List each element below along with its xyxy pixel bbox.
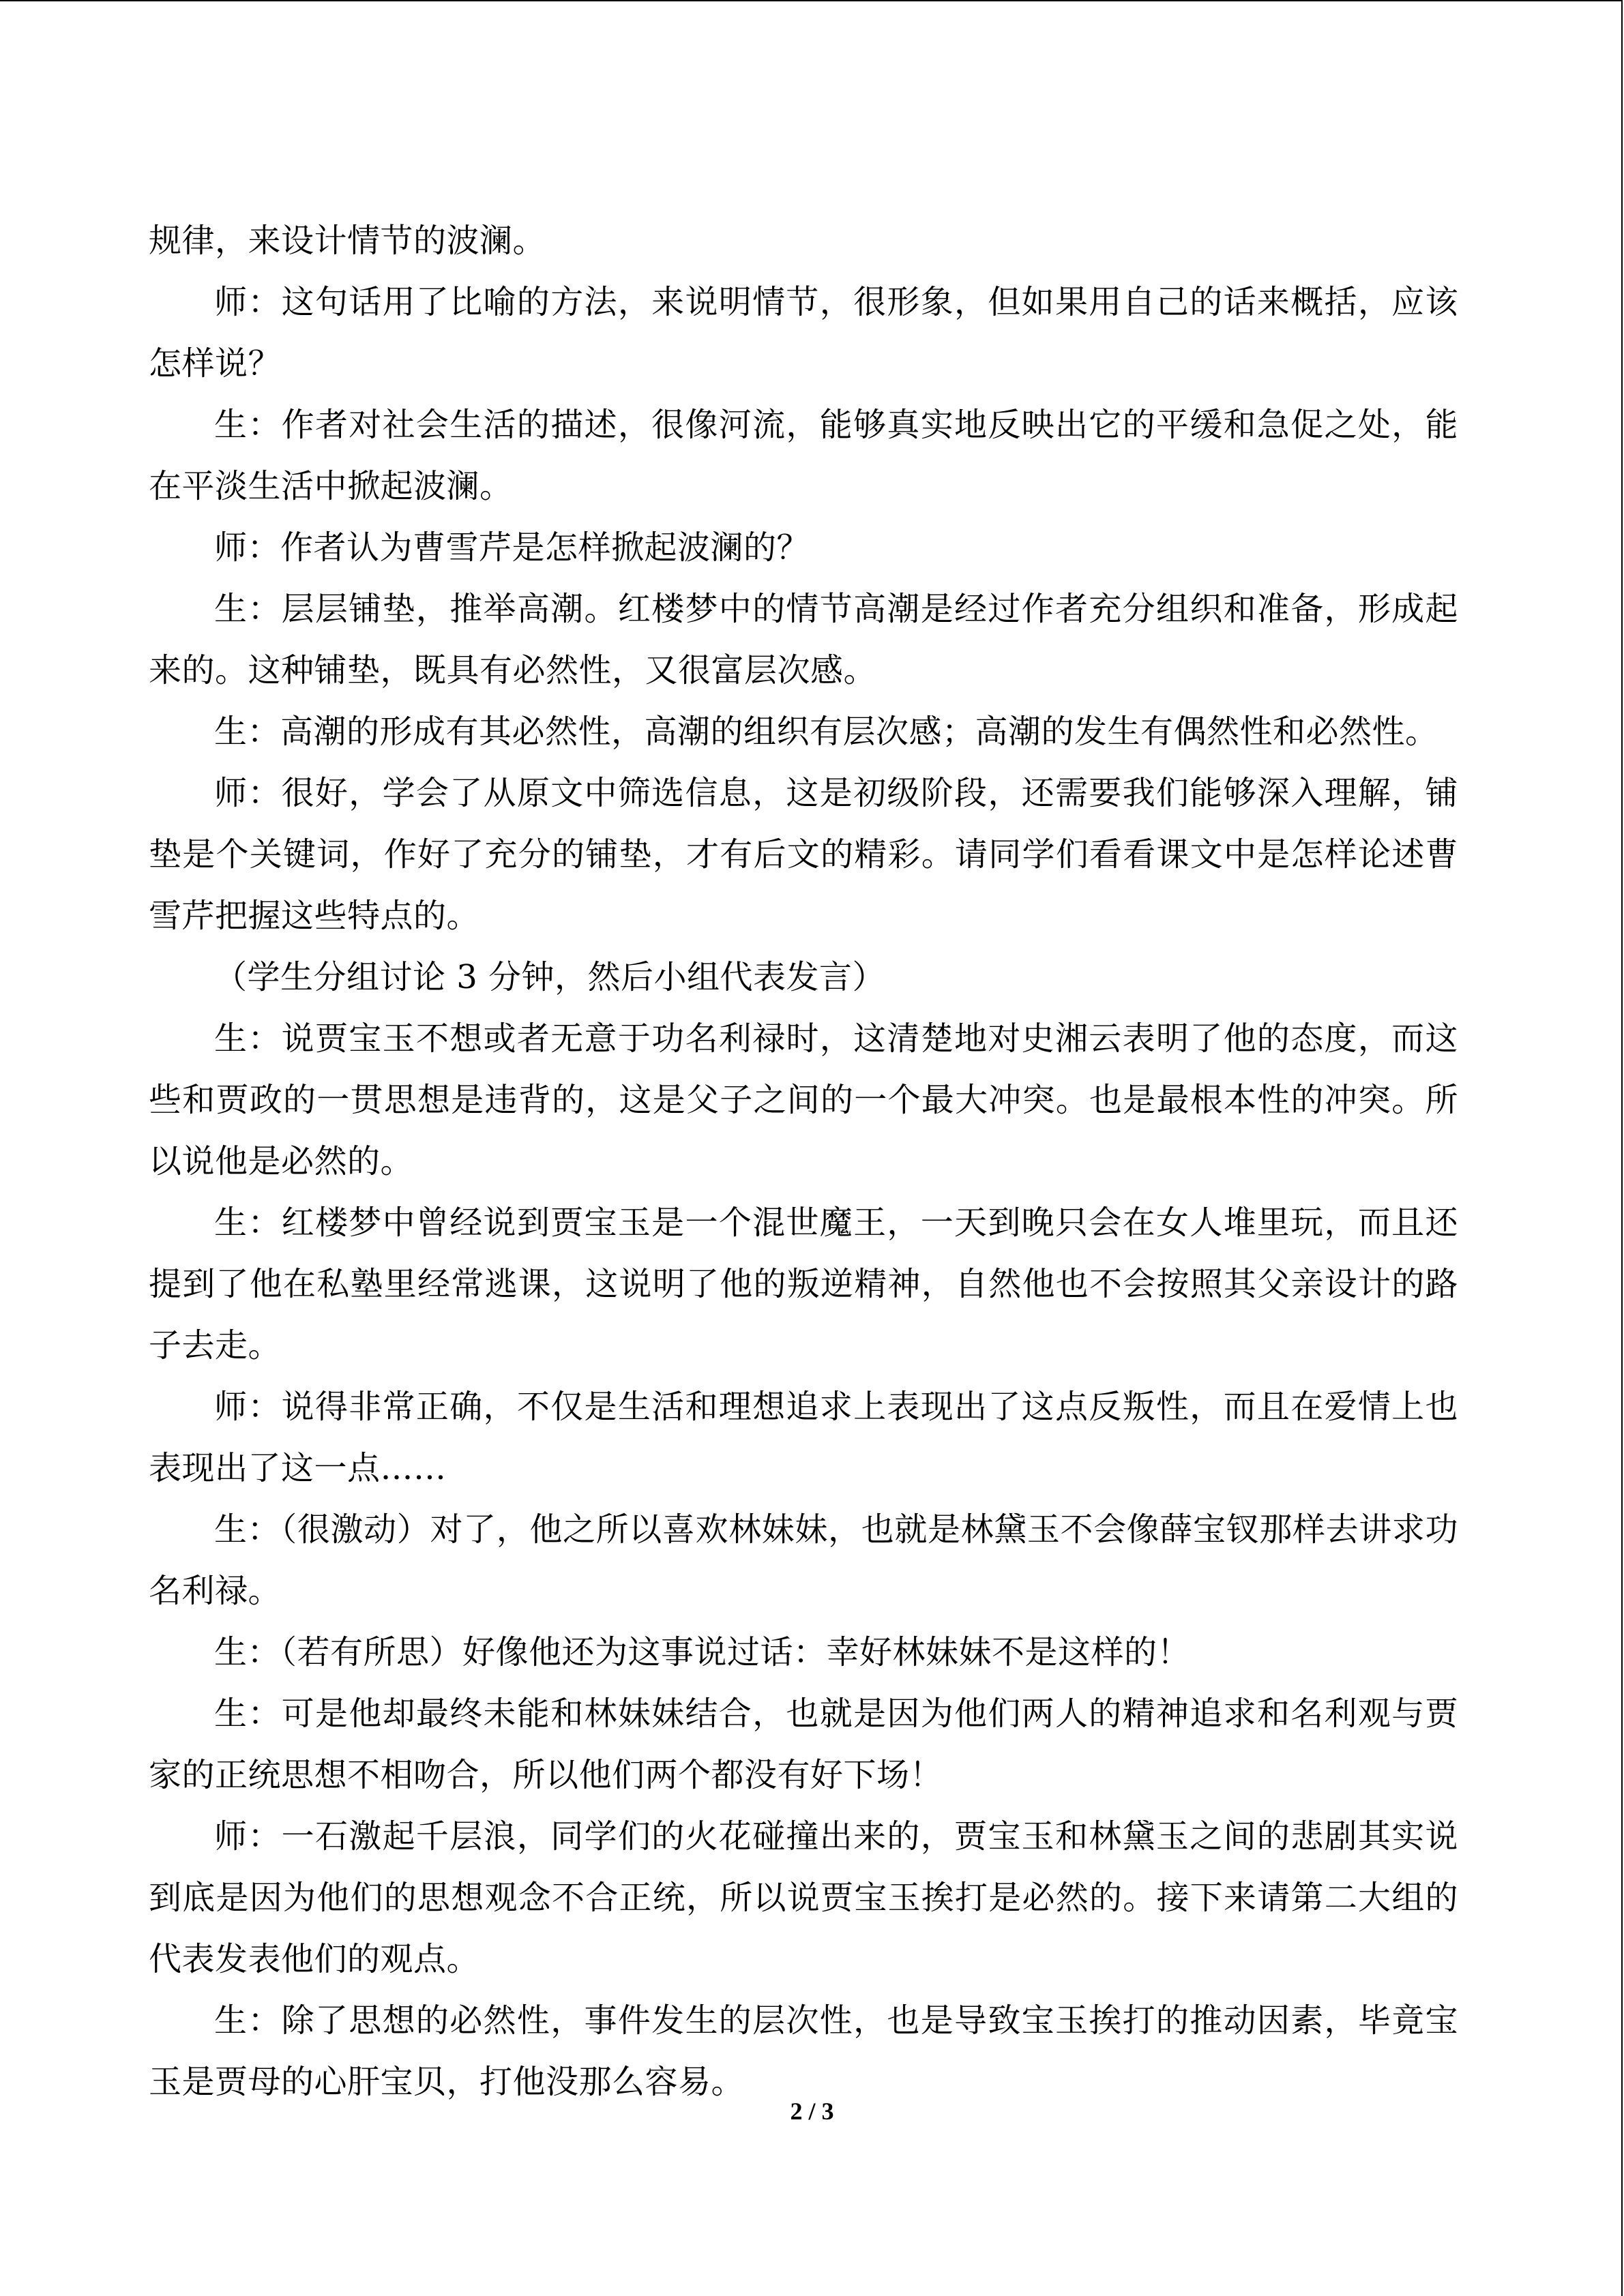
paragraph: 规律，来设计情节的波澜。: [149, 222, 546, 260]
paragraph: 生：层层铺垫，推举高潮。红楼梦中的情节高潮是经过作者充分组织和准备，形成起来的。这种铺垫，既具有必然性，又很富层次感。: [149, 590, 1458, 689]
paragraph: 师：很好，学会了从原文中筛选信息，这是初级阶段，还需要我们能够深入理解，铺垫是个关键词，作好了充分的铺垫，才有后文的精彩。请同学们看看课文中是怎样论述曹雪芹把握这些特点的。: [149, 774, 1458, 935]
paragraph: 生：可是他却最终未能和林妹妹结合，也就是因为他们两人的精神追求和名利观与贾家的正统思想不相吻合，所以他们两个都没有好下场！: [149, 1695, 1458, 1794]
paragraph: 生：红楼梦中曾经说到贾宝玉是一个混世魔王，一天到晚只会在女人堆里玩，而且还提到了他在私塾里经常逃课，这说明了他的叛逆精神，自然他也不会按照其父亲设计的路子去走。: [149, 1204, 1458, 1365]
paragraph: 生：作者对社会生活的描述，很像河流，能够真实地反映出它的平缓和急促之处，能在平淡生活中掀起波澜。: [149, 406, 1458, 505]
paragraph: 生：高潮的形成有其必然性，高潮的组织有层次感；高潮的发生有偶然性和必然性。: [214, 713, 1438, 751]
paragraph: 生：（很激动）对了，他之所以喜欢林妹妹，也就是林黛玉不会像薛宝钗那样去讲求功名利禄。: [149, 1510, 1458, 1610]
paragraph: 生：说贾宝玉不想或者无意于功名利禄时，这清楚地对史湘云表明了他的态度，而这些和贾政的一贯思想是违背的，这是父子之间的一个最大冲突。也是最根本性的冲突。所以说他是必然的。: [149, 1019, 1458, 1180]
paragraph: 师：作者认为曹雪芹是怎样掀起波澜的？: [214, 528, 810, 567]
page-number: 2 / 3: [790, 2098, 834, 2125]
paragraph: 生：除了思想的必然性，事件发生的层次性，也是导致宝玉挨打的推动因素，毕竟宝玉是贾母的心肝宝贝，打他没那么容易。: [149, 2001, 1458, 2101]
paragraph: （学生分组讨论 3 分钟，然后小组代表发言）: [214, 958, 886, 996]
paragraph: 师：说得非常正确，不仅是生活和理想追求上表现出了这点反叛性，而且在爱情上也表现出了这一点……: [149, 1388, 1458, 1487]
paragraph: 生：（若有所思）好像他还为这事说过话：幸好林妹妹不是这样的！: [214, 1633, 1191, 1671]
document-body: [149, 210, 1458, 2113]
paragraph: 师：这句话用了比喻的方法，来说明情节，很形象，但如果用自己的话来概括，应该怎样说？: [149, 283, 1458, 383]
paragraph: 师：一石激起千层浪，同学们的火花碰撞出来的，贾宝玉和林黛玉之间的悲剧其实说到底是因为他们的思想观念不合正统，所以说贾宝玉挨打是必然的。接下来请第二大组的代表发表他们的观点。: [149, 1817, 1458, 1978]
